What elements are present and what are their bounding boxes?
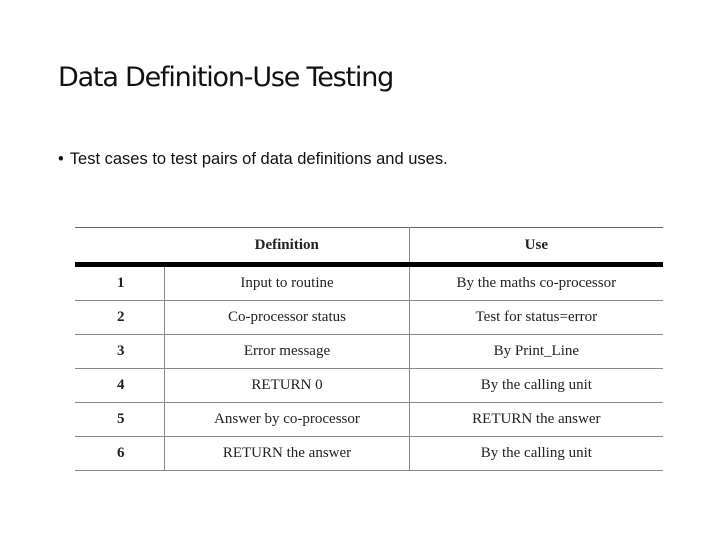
row-use: By the calling unit [409, 369, 663, 403]
row-use: By Print_Line [409, 335, 663, 369]
bullet-marker: • [58, 150, 64, 168]
row-number: 1 [75, 265, 165, 301]
bullet-point [58, 150, 448, 169]
bullet-text: Test cases to test pairs of data definitions and uses. [69, 150, 448, 168]
row-definition: Error message [165, 335, 409, 369]
header-number [75, 228, 165, 265]
table-row [75, 335, 663, 369]
row-definition: RETURN 0 [165, 369, 409, 403]
row-number: 4 [75, 369, 165, 403]
header-use: Use [409, 228, 663, 265]
row-definition: Answer by co-processor [165, 403, 409, 437]
row-use: Test for status=error [409, 301, 663, 335]
row-definition: RETURN the answer [165, 437, 409, 471]
table-row [75, 369, 663, 403]
row-number: 5 [75, 403, 165, 437]
row-definition: Input to routine [165, 265, 409, 301]
def-use-table [75, 227, 663, 471]
row-use: RETURN the answer [409, 403, 663, 437]
row-number: 3 [75, 335, 165, 369]
table-header-row [75, 228, 663, 265]
row-use: By the maths co-processor [409, 265, 663, 301]
table-row [75, 265, 663, 301]
row-definition: Co-processor status [165, 301, 409, 335]
row-number: 6 [75, 437, 165, 471]
row-number: 2 [75, 301, 165, 335]
table-row [75, 403, 663, 437]
table-row [75, 301, 663, 335]
row-use: By the calling unit [409, 437, 663, 471]
table-row [75, 437, 663, 471]
header-definition: Definition [165, 228, 409, 265]
slide-title: Data Definition-Use Testing [58, 62, 394, 93]
